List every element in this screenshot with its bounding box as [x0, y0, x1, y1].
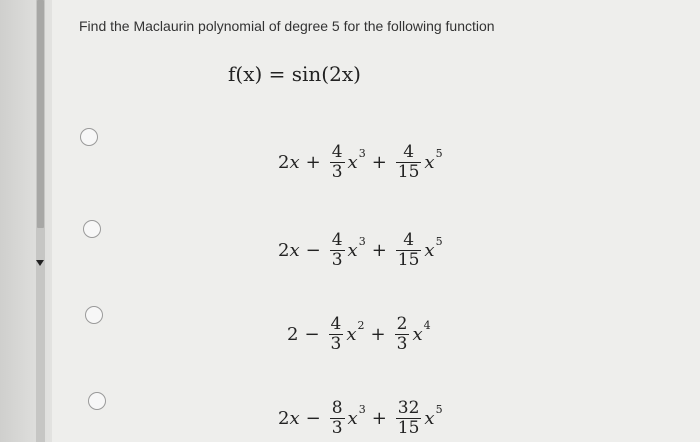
option-2-radio[interactable] — [83, 220, 101, 238]
term-text: x — [424, 152, 435, 173]
fraction-denominator: 15 — [397, 162, 420, 182]
fraction — [395, 315, 410, 354]
fraction — [396, 143, 422, 182]
option-1-radio[interactable] — [80, 128, 98, 146]
term-text: x — [347, 152, 358, 173]
question-panel — [52, 0, 700, 442]
fraction-numerator: 32 — [397, 398, 420, 418]
operator: + — [371, 152, 387, 173]
fraction-denominator: 15 — [397, 418, 420, 438]
operator: + — [371, 240, 387, 261]
fraction — [396, 399, 422, 438]
scroll-down-arrow-icon[interactable] — [36, 260, 44, 266]
term-text: x — [424, 408, 435, 429]
term-text: 2x — [278, 152, 300, 173]
operator: + — [370, 324, 386, 345]
operator: − — [305, 240, 321, 261]
term-text: 2x — [278, 240, 300, 261]
function-equation: f(x) = sin(2x) — [228, 62, 361, 86]
exponent: 5 — [435, 147, 443, 160]
operator: + — [305, 152, 321, 173]
option-3-radio[interactable] — [85, 306, 103, 324]
term-text: 2x — [278, 408, 300, 429]
term-text: 2 — [287, 324, 299, 345]
fraction-numerator: 2 — [396, 314, 408, 334]
fraction-numerator: 4 — [403, 142, 415, 162]
fraction — [396, 231, 422, 270]
fraction — [330, 143, 345, 182]
operator: + — [371, 408, 387, 429]
operator: − — [304, 324, 320, 345]
exponent: 3 — [358, 403, 366, 416]
term-text: x — [346, 324, 357, 345]
exponent: 3 — [358, 147, 366, 160]
option-4-expression — [278, 399, 443, 438]
question-prompt: Find the Maclaurin polynomial of degree 5 for the following function — [79, 18, 495, 34]
fraction-denominator: 3 — [331, 250, 343, 270]
fraction — [330, 231, 345, 270]
option-4-radio[interactable] — [88, 392, 106, 410]
operator: − — [305, 408, 321, 429]
fraction-denominator: 3 — [330, 334, 342, 354]
fraction-numerator: 4 — [331, 142, 343, 162]
exponent: 4 — [423, 319, 431, 332]
scrollbar-thumb[interactable] — [37, 0, 44, 228]
exponent: 2 — [357, 319, 365, 332]
option-3-expression — [287, 315, 431, 354]
option-1-expression — [278, 143, 443, 182]
exponent: 5 — [435, 235, 443, 248]
fraction — [330, 399, 345, 438]
fraction-numerator: 8 — [331, 398, 343, 418]
fraction-numerator: 4 — [331, 230, 343, 250]
term-text: x — [347, 408, 358, 429]
term-text: x — [347, 240, 358, 261]
term-text: x — [424, 240, 435, 261]
exponent: 3 — [358, 235, 366, 248]
fraction-numerator: 4 — [330, 314, 342, 334]
fraction-denominator: 3 — [331, 162, 343, 182]
fraction-denominator: 3 — [331, 418, 343, 438]
fraction-denominator: 15 — [397, 250, 420, 270]
fraction-numerator: 4 — [403, 230, 415, 250]
fraction — [329, 315, 344, 354]
term-text: x — [412, 324, 423, 345]
exponent: 5 — [435, 403, 443, 416]
option-2-expression — [278, 231, 443, 270]
fraction-denominator: 3 — [396, 334, 408, 354]
